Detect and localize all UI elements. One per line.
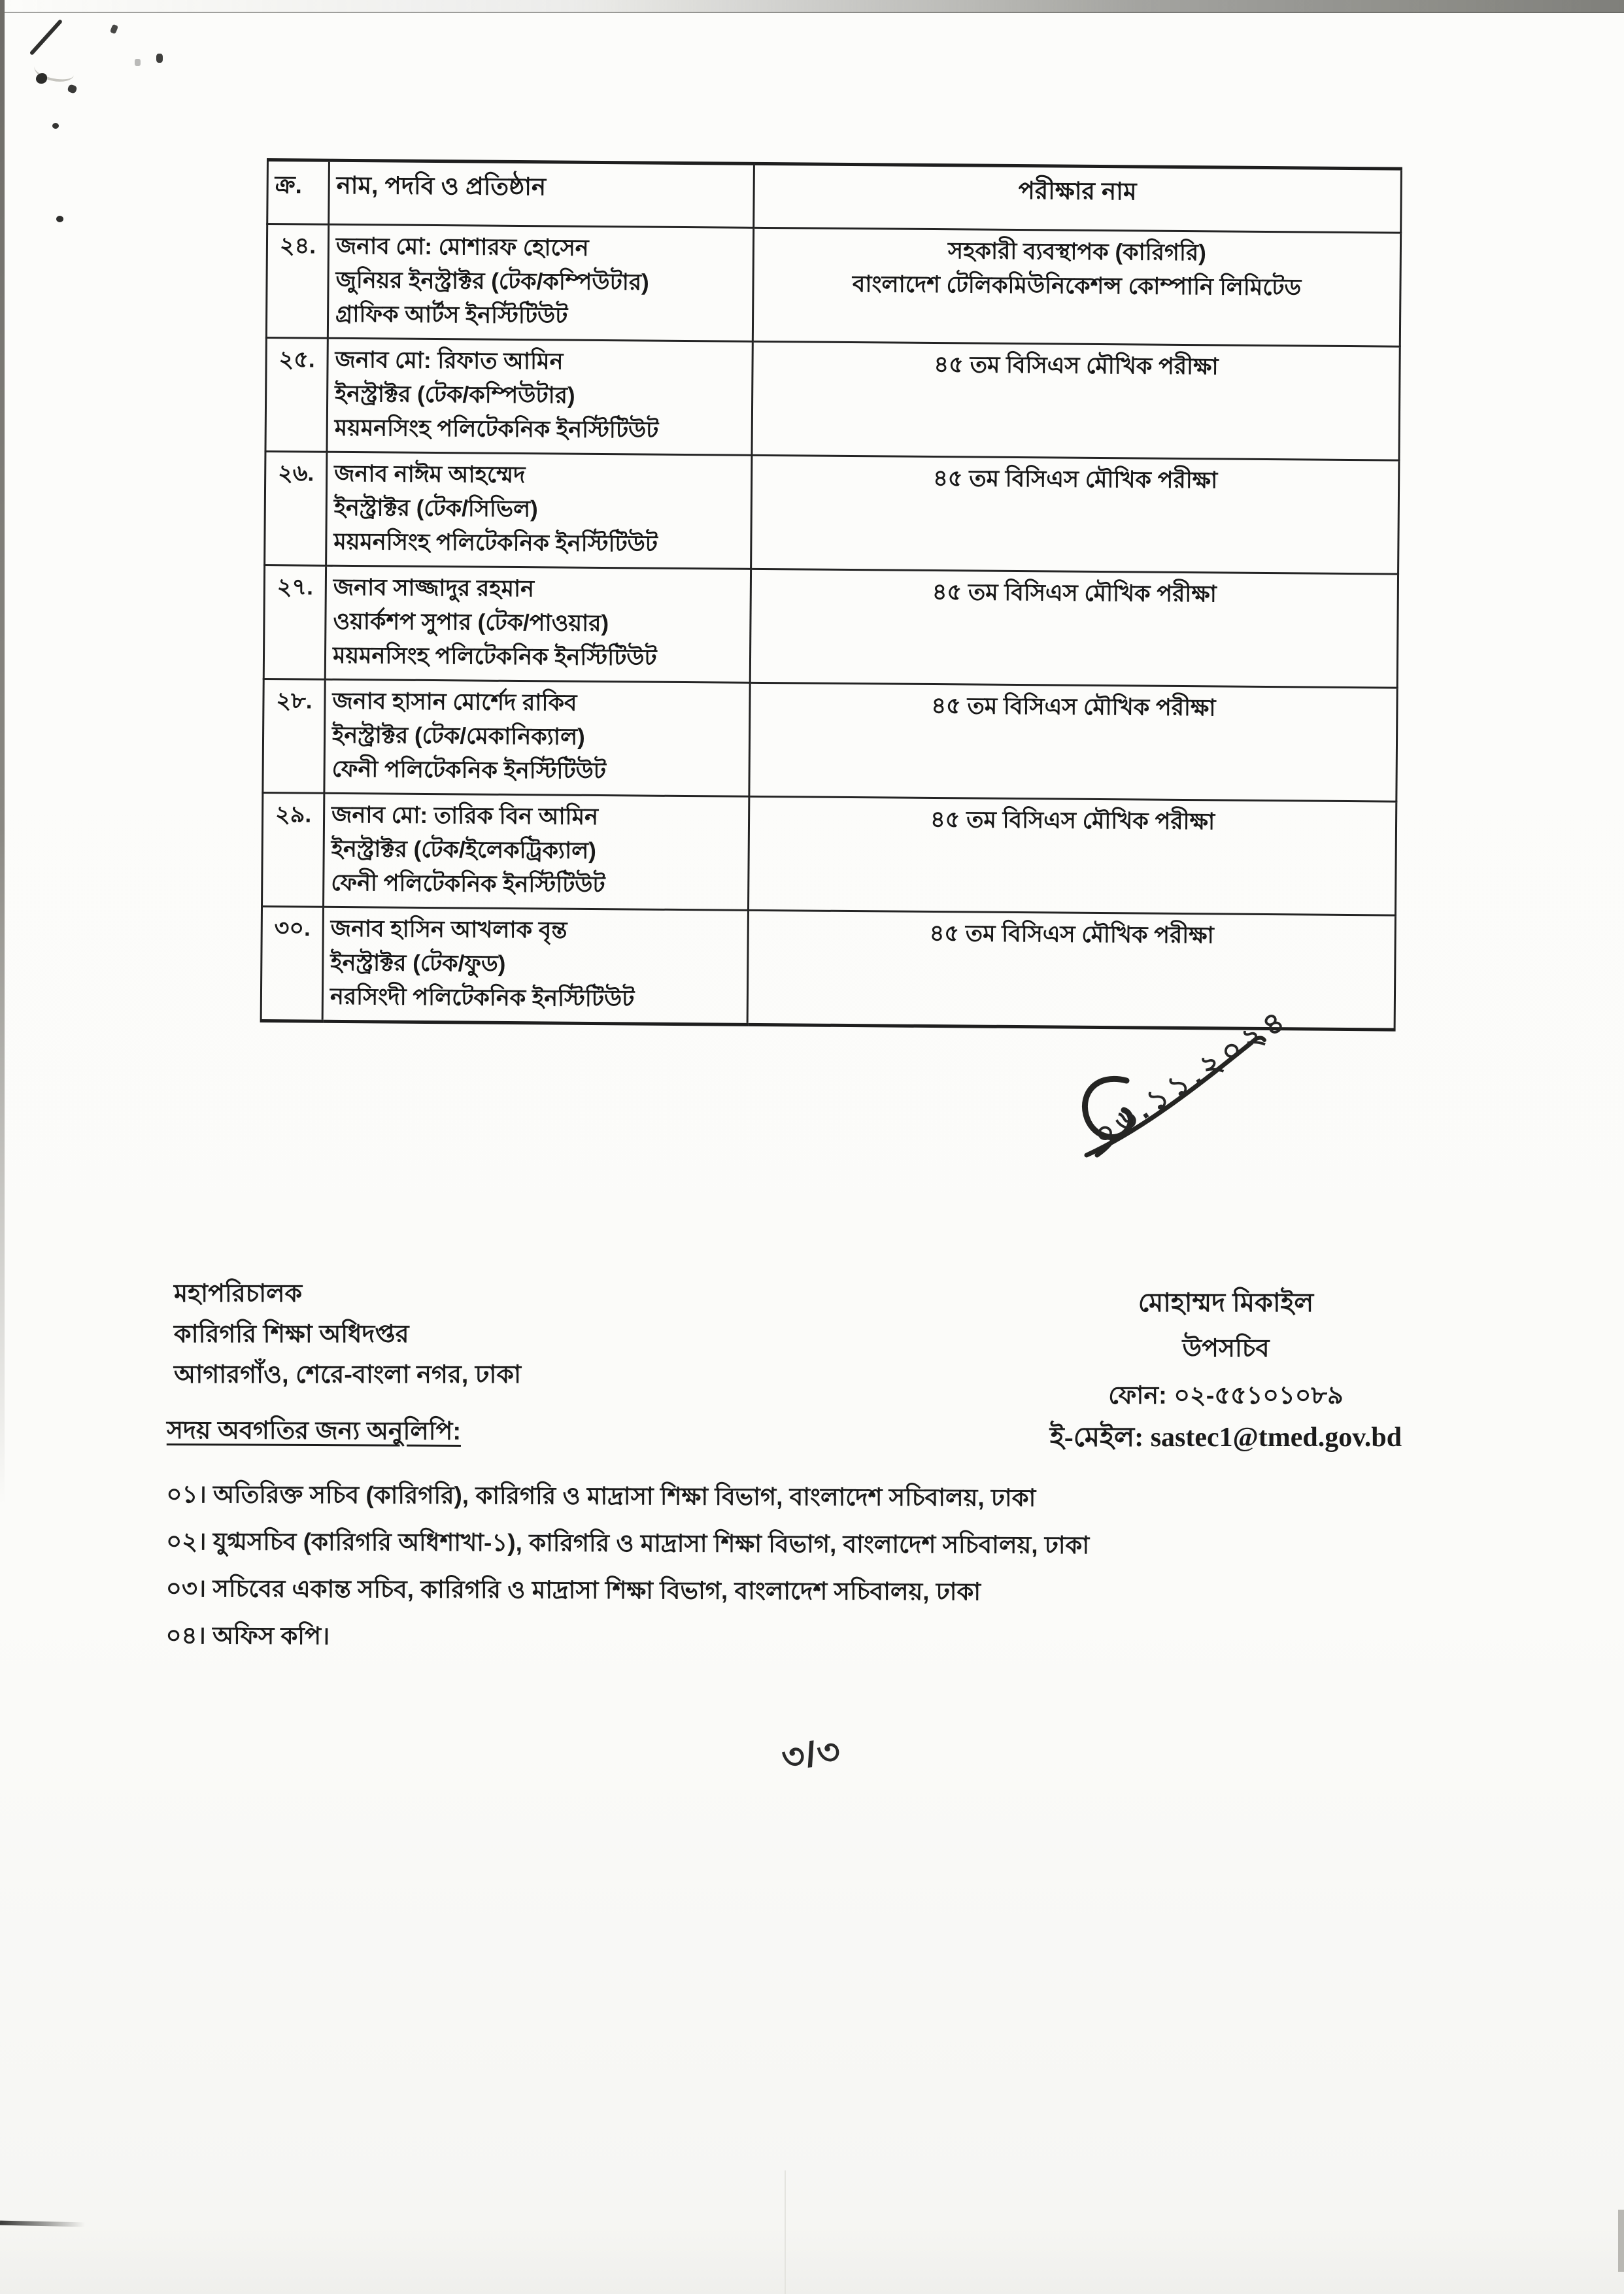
name-line: জনাব মো: তারিক বিন আমিন [331,801,599,830]
pen-mark [67,84,77,93]
scan-bottom-smudge [0,2221,85,2227]
exam-line: ৪৫ তম বিসিএস মৌখিক পরীক্ষা [929,920,1214,949]
name-line: ইনস্ট্রাক্টর (টেক/ইলেকট্রিক্যাল) [331,835,597,864]
name-position-cell [327,338,753,455]
name-position-cell [325,565,751,683]
table-row [262,792,1396,915]
name-line: ময়মনসিংহ পলিটেকনিক ইনস্টিটিউট [333,528,658,557]
signatory-phone: ফোন: ০২-৫৫১০১০৮৯ [1108,1382,1344,1409]
name-line: জনাব হাসিন আখলাক বৃন্ত [330,915,567,943]
serial-cell: ২৯. [262,792,324,907]
serial-cell: ২৪. [266,224,328,339]
serial-cell: ৩০. [261,906,323,1021]
addressee-line: আগারগাঁও, শেরে-বাংলা নগর, ঢাকা [174,1361,522,1389]
exam-line: সহকারী ব্যবস্থাপক (কারিগরি) [947,238,1207,266]
pen-mark [36,73,47,84]
exam-line: ৪৫ তম বিসিএস মৌখিক পরীক্ষা [930,807,1215,835]
name-line: নরসিংদী পলিটেকনিক ইনস্টিটিউট [330,983,635,1012]
pen-mark [52,123,59,129]
exam-line: ৪৫ তম বিসিএস মৌখিক পরীক্ষা [931,693,1216,721]
name-line: জনাব হাসান মোর্শেদ রাকিব [332,688,577,716]
table-row [266,224,1400,347]
exam-line: বাংলাদেশ টেলিকমিউনিকেশন্স কোম্পানি লিমিটেড [852,271,1302,301]
scan-left-edge [0,0,5,1504]
serial-cell: ২৮. [263,679,325,793]
cc-item: ০৩। সচিবের একান্ত সচিব, কারিগরি ও মাদ্রাসা শিক্ষা বিভাগ, বাংলাদেশ সচিবালয়, ঢাকা [165,1574,981,1606]
name-line: ময়মনসিংহ পলিটেকনিক ইনস্টিটিউট [334,414,659,443]
cc-item: ০১। অতিরিক্ত সচিব (কারিগরি), কারিগরি ও মাদ্রাসা শিক্ষা বিভাগ, বাংলাদেশ সচিবালয়, ঢাকা [166,1480,1036,1511]
serial-cell: ২৭. [263,565,326,679]
exam-name-cell [751,455,1399,574]
scan-top-edge [0,0,1624,13]
name-line: জনাব মো: মোশারফ হোসেন [335,233,589,261]
exam-name-cell [747,910,1395,1030]
exam-line: ৪৫ তম বিসিএস মৌখিক পরীক্ষা [933,465,1218,494]
signatory-email: ই-মেইল: sastec1@tmed.gov.bd [1049,1423,1402,1453]
header-exam-name: পরীক্ষার নাম [754,163,1402,233]
name-line: জুনিয়র ইনস্ট্রাক্টর (টেক/কম্পিউটার) [335,267,649,295]
table-row [265,338,1400,461]
scan-right-edge-mark [1618,2210,1624,2272]
name-line: ইনস্ট্রাক্টর (টেক/সিভিল) [333,494,538,522]
table-row [263,565,1398,688]
cc-section [165,1411,1311,1664]
pen-mark [110,24,118,34]
name-position-cell [328,224,753,341]
name-line: ওয়ার্কশপ সুপার (টেক/পাওয়ার) [333,608,609,637]
name-line: ইনস্ট্রাক্টর (টেক/ফুড) [330,949,506,977]
header-serial: ক্র. [267,160,330,225]
name-line: জনাব মো: রিফাত আমিন [335,346,564,375]
name-line: গ্রাফিক আর্টস ইনস্টিটিউট [335,301,568,329]
scan-crease-line [785,2170,786,2294]
name-line: জনাব নাঈম আহম্মেদ [334,460,526,488]
name-line: ইনস্ট্রাক্টর (টেক/মেকানিক্যাল) [331,722,585,750]
signatory-name: মোহাম্মদ মিকাইল [1138,1289,1314,1317]
signature-date-handwritten: ০৬.১১.২০২৪ [1087,1001,1295,1153]
exam-line: ৪৫ তম বিসিএস মৌখিক পরীক্ষা [934,352,1219,380]
pen-mark [135,59,141,66]
table-header-row [267,160,1402,233]
name-position-cell [326,452,752,569]
name-position-cell [324,679,750,796]
name-line: ইনস্ট্রাক্টর (টেক/কম্পিউটার) [335,380,575,409]
addressee-block [174,1274,521,1395]
header-name-position: নাম, পদবি ও প্রতিষ্ঠান [329,160,754,228]
exam-name-cell [750,569,1398,688]
table-region [260,158,1402,1032]
exam-name-cell [749,683,1397,801]
cc-item: ০৪। অফিস কপি। [165,1621,330,1650]
serial-cell: ২৫. [265,338,328,452]
exam-name-cell [748,796,1396,915]
table-row [265,451,1399,574]
name-line: জনাব সাজ্জাদুর রহমান [333,574,535,602]
signatory-designation: উপসচিব [1182,1335,1270,1362]
officers-exam-table [260,158,1402,1032]
addressee-line: কারিগরি শিক্ষা অধিদপ্তর [174,1321,409,1348]
exam-name-cell [753,228,1400,346]
cc-list [165,1471,1310,1664]
name-line: ফেনী পলিটেকনিক ইনস্টিটিউট [331,756,607,784]
exam-name-cell [752,341,1400,460]
cc-item: ০২। যুগ্মসচিব (কারিগরি অধিশাখা-১), কারিগরি ও মাদ্রাসা শিক্ষা বিভাগ, বাংলাদেশ সচিবালয়, ঢাকা [166,1527,1090,1559]
name-position-cell [324,793,749,910]
exam-line: ৪৫ তম বিসিএস মৌখিক পরীক্ষা [932,579,1217,607]
addressee-line: মহাপরিচালক [174,1280,303,1307]
table-row [261,906,1395,1030]
pen-mark [56,216,63,222]
table-row [263,679,1397,801]
pen-mark [29,19,63,56]
name-line: ময়মনসিংহ পলিটেকনিক ইনস্টিটিউট [332,642,657,671]
cc-heading: সদয় অবগতির জন্য অনুলিপি: [166,1417,462,1445]
serial-cell: ২৬. [265,451,327,565]
page-number-handwritten: ৩/৩ [779,1731,844,1778]
name-position-cell [322,907,748,1024]
name-line: ফেনী পলিটেকনিক ইনস্টিটিউট [331,869,605,898]
pen-mark [156,54,163,63]
